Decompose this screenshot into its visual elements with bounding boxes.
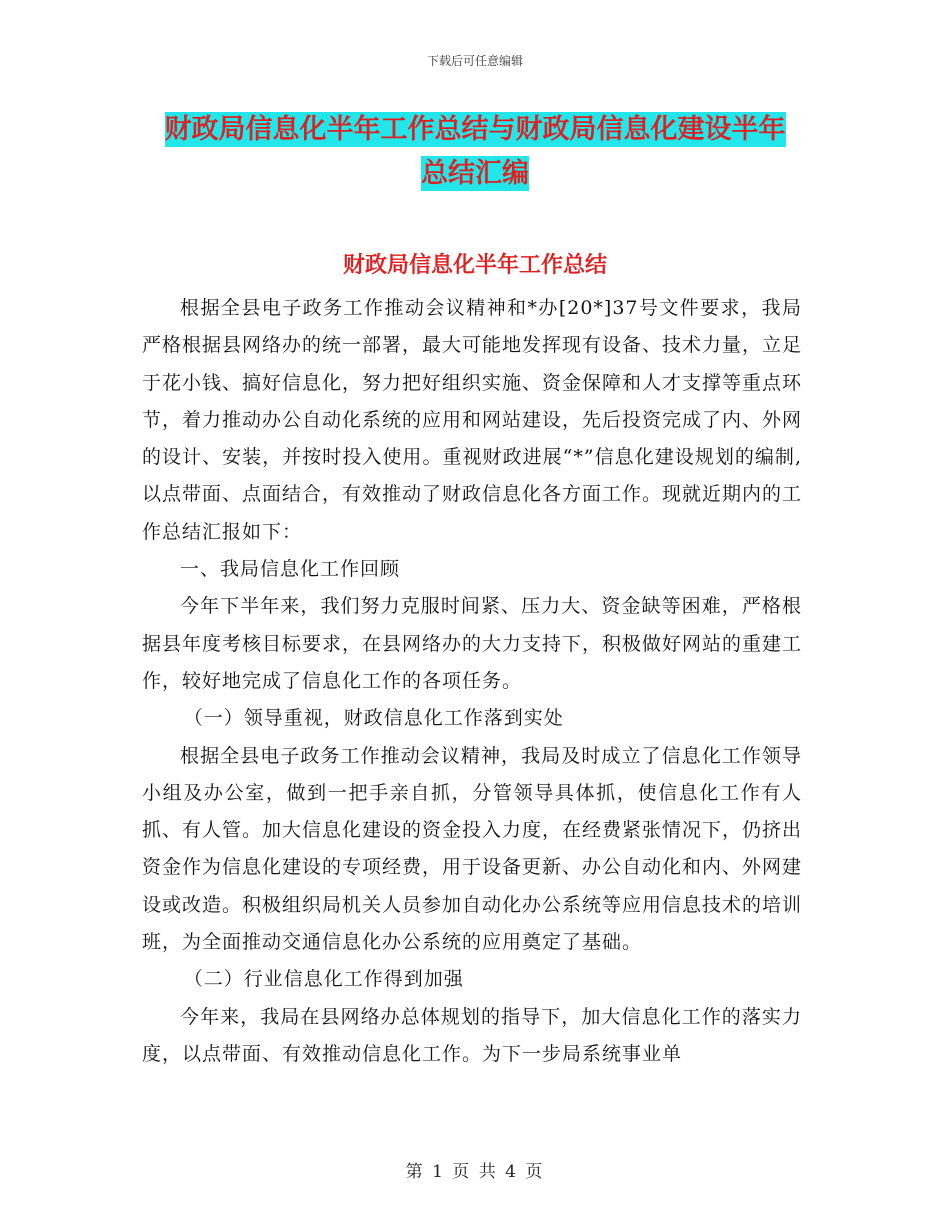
heading-review: 一、我局信息化工作回顾 — [180, 558, 401, 581]
document-title-line-1: 财政局信息化半年工作总结与财政局信息化建设半年 — [164, 114, 786, 145]
paragraph-industry: 今年来，我局在县网络办总体规划的指导下，加大信息化工作的落实力度，以点带面、有效推动信息化工作。为下一步局系统事业单 — [142, 1005, 802, 1065]
document-body — [142, 290, 802, 1073]
paragraph-intro: 根据全县电子政务工作推动会议精神和*办[20*]37号文件要求，我局严格根据县网络办的统一部署，最大可能地发挥现有设备、技术力量，立足于花小钱、搞好信息化，努力把好组织实施、资金保障和人才支撑等重点环节，着力推动办公自动化系统的应用和网站建设，先后投资完成了内、外网的设计、安装，并按时投入使用。重视财政进展“*”信息化建设规划的编制,以点带面、点面结合，有效推动了财政信息化各方面工作。现就近期内的工作总结汇报如下： — [142, 297, 803, 543]
page-header-note: 下载后可任意编辑 — [426, 54, 523, 68]
document-title — [140, 108, 810, 196]
page-number-footer: 第 1 页 共 4 页 — [405, 1162, 545, 1182]
section-title: 财政局信息化半年工作总结 — [342, 253, 607, 278]
subheading-leadership: （一）领导重视，财政信息化工作落到实处 — [183, 707, 564, 730]
paragraph-leadership: 根据全县电子政务工作推动会议精神，我局及时成立了信息化工作领导小组及办公室，做到一把手亲自抓，分管领导具体抓，使信息化工作有人抓、有人管。加大信息化建设的资金投入力度，在经费紧张情况下，仍挤出资金作为信息化建设的专项经费，用于设备更新、办公自动化和内、外网建设或改造。积极组织局机关人员参加自动化办公系统等应用信息技术的培训班，为全面推动交通信息化办公系统的应用奠定了基础。 — [142, 744, 803, 954]
document-title-line-2: 总结汇编 — [421, 158, 529, 189]
subheading-industry: （二）行业信息化工作得到加强 — [183, 968, 464, 991]
paragraph-review: 今年下半年来，我们努力克服时间紧、压力大、资金缺等困难，严格根据县年度考核目标要求，在县网络办的大力支持下，积极做好网站的重建工作，较好地完成了信息化工作的各项任务。 — [142, 595, 803, 692]
